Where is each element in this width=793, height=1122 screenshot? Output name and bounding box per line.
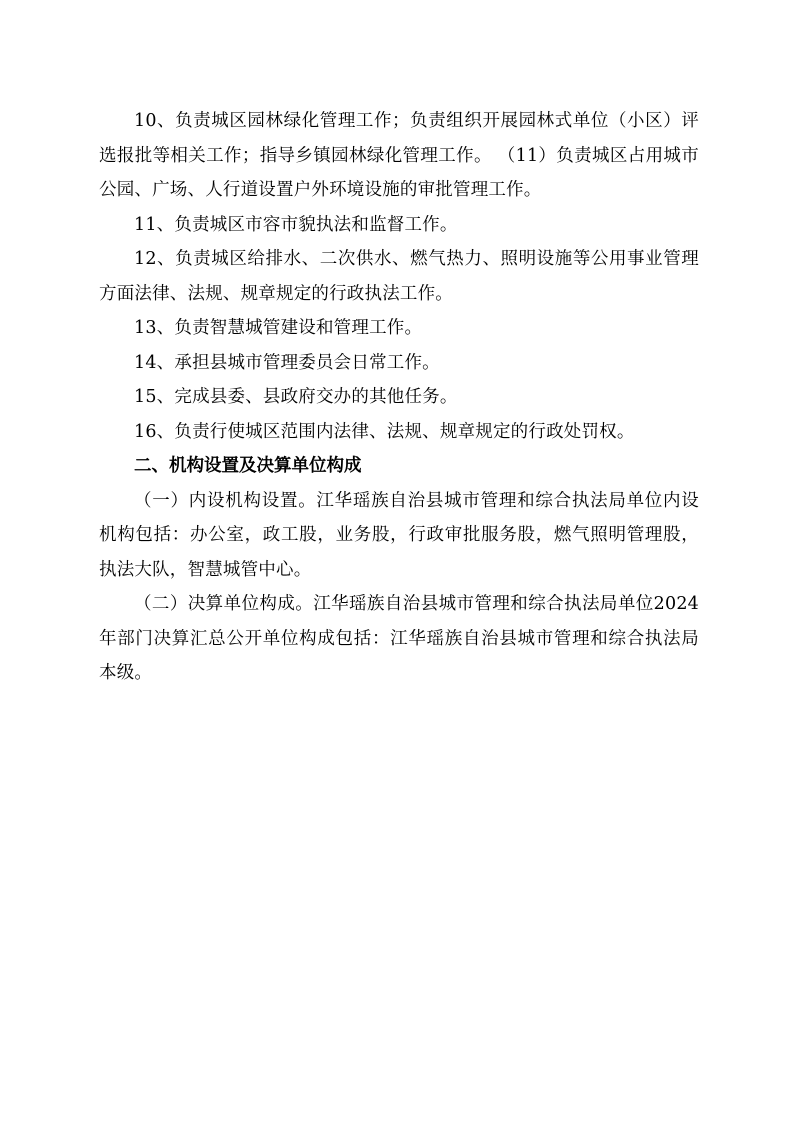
paragraph-item-11: 11、负责城区市容市貌执法和监督工作。 bbox=[134, 214, 458, 235]
paragraph-item-13: 13、负责智慧城管建设和管理工作。 bbox=[134, 318, 423, 338]
paragraph-item-15: 15、完成县委、县政府交办的其他任务。 bbox=[134, 387, 458, 407]
document-body bbox=[99, 104, 699, 691]
paragraph-internal-structure: （一）内设机构设置。江华瑶族自治县城市管理和综合执法局单位内设机构包括：办公室，政工股，业务股，行政审批服务股，燃气照明管理股，执法大队，智慧城管中心。 bbox=[99, 490, 699, 580]
paragraph-budget-units: （二）决算单位构成。江华瑶族自治县城市管理和综合执法局单位2024年部门决算汇总公开单位构成包括：江华瑶族自治县城市管理和综合执法局本级。 bbox=[99, 594, 699, 683]
paragraph-item-16: 16、负责行使城区范围内法律、法规、规章规定的行政处罚权。 bbox=[134, 421, 635, 442]
paragraph-item-14: 14、承担县城市管理委员会日常工作。 bbox=[134, 352, 440, 373]
section-heading: 二、机构设置及决算单位构成 bbox=[134, 456, 362, 476]
paragraph-item-10: 10、负责城区园林绿化管理工作；负责组织开展园林式单位（小区）评选报批等相关工作；指导乡镇园林绿化管理工作。 （11）负责城区占用城市公园、广场、人行道设置户外环境设施的审批管理工作。 bbox=[99, 111, 699, 200]
paragraph-item-12: 12、负责城区给排水、二次供水、燃气热力、照明设施等公用事业管理方面法律、法规、规章规定的行政执法工作。 bbox=[99, 249, 699, 304]
